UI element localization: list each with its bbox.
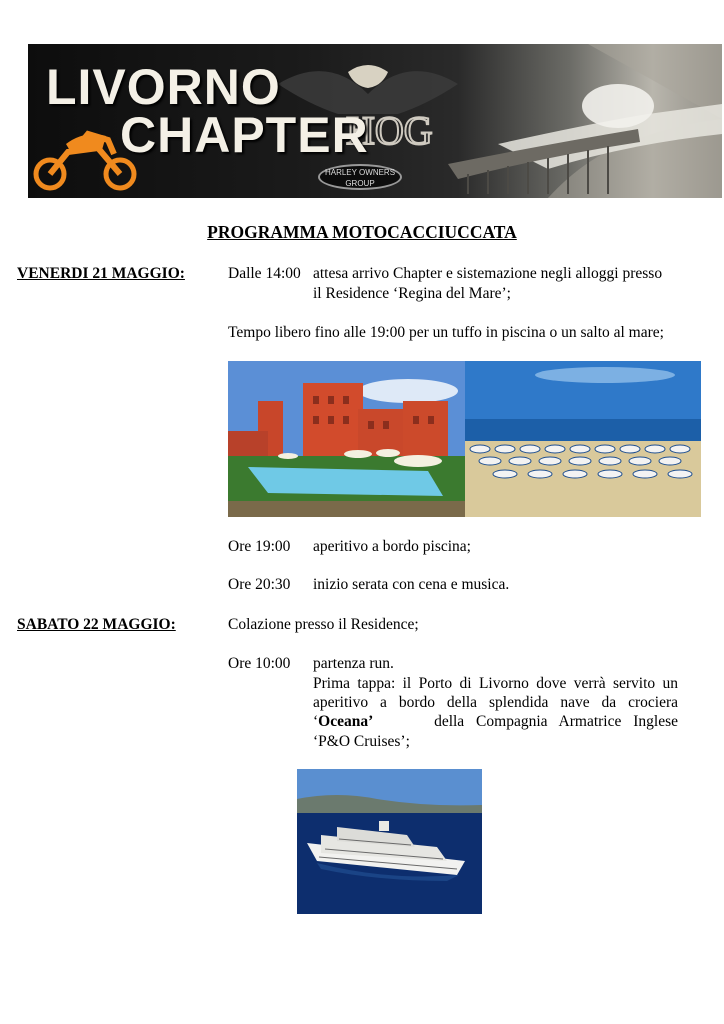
friday-time-2: Ore 19:00: [228, 538, 291, 555]
company-text: della Compagnia Armatrice Inglese: [434, 713, 678, 730]
hog-badge: HARLEY OWNERS GROUP: [318, 164, 402, 190]
document-title: PROGRAMMA MOTOCACCIUCCATA: [207, 222, 517, 242]
saturday-desc-1-line5: ‘P&O Cruises’;: [313, 733, 410, 750]
saturday-desc-1-line2: Prima tappa: il Porto di Livorno dove verrà servito un: [313, 675, 678, 692]
friday-desc-3: inizio serata con cena e musica.: [313, 576, 510, 593]
saturday-time-1: Ore 10:00: [228, 655, 291, 672]
friday-free-time: Tempo libero fino alle 19:00 per un tuffo in piscina o un salto al mare;: [228, 324, 664, 341]
saturday-breakfast: Colazione presso il Residence;: [228, 616, 419, 633]
beach-photo: [465, 361, 701, 517]
cruise-ship-photo: [297, 769, 482, 914]
header-banner: [28, 44, 722, 198]
friday-time-1: Dalle 14:00: [228, 265, 301, 282]
saturday-desc-1-line3: aperitivo a bordo della splendida nave da crociera: [313, 694, 678, 711]
residence-photo: [228, 361, 465, 517]
friday-label: VENERDI 21 MAGGIO:: [17, 265, 185, 282]
friday-time-3: Ore 20:30: [228, 576, 291, 593]
friday-desc-1-line1: attesa arrivo Chapter e sistemazione negli alloggi presso: [313, 265, 663, 282]
friday-desc-2: aperitivo a bordo piscina;: [313, 538, 471, 555]
quote-open: ‘: [313, 713, 319, 730]
saturday-desc-1-line1: partenza run.: [313, 655, 394, 672]
saturday-label: SABATO 22 MAGGIO:: [17, 616, 176, 633]
banner-title-line1: LIVORNO: [46, 59, 281, 115]
saturday-desc-1-line4: [313, 713, 678, 731]
banner-title-line2: CHAPTER: [120, 107, 369, 163]
svg-text:HOG: HOG: [346, 108, 433, 153]
friday-desc-1-line2: il Residence ‘Regina del Mare’;: [313, 285, 511, 302]
ship-name: Oceana’: [318, 713, 374, 730]
